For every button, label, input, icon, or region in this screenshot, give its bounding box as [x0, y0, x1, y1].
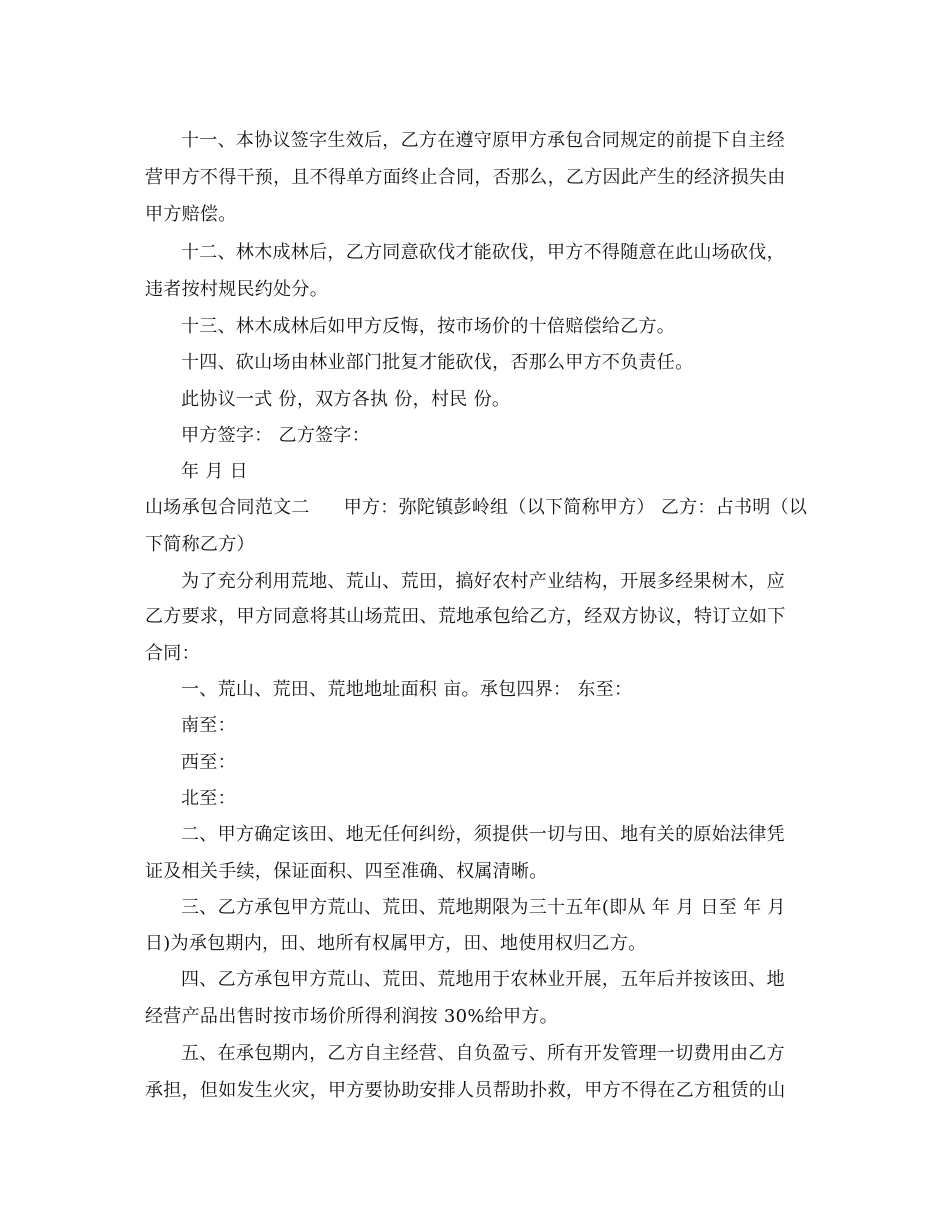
paragraph-line: 为了充分利用荒地、荒山、荒田，搞好农村产业结构，开展多经果树木，应 — [181, 571, 785, 592]
paragraph-line: 一、荒山、荒田、荒地地址面积 亩。承包四界： 东至： — [181, 679, 633, 700]
paragraph-line: 此协议一式 份，双方各执 份，村民 份。 — [181, 389, 511, 410]
paragraph-line: 合同： — [145, 643, 200, 664]
paragraph-line: 营甲方不得干预，且不得单方面终止合同，否那么，乙方因此产生的经济损失由 — [145, 167, 786, 188]
paragraph-line: 十三、林木成林后如甲方反悔，按市场价的十倍赔偿给乙方。 — [181, 316, 676, 337]
contract-parties: 甲方：弥陀镇彭岭组（以下简称甲方） 乙方：占书明（以 — [343, 497, 808, 518]
paragraph-line: 证及相关手续，保证面积、四至准确、权属清晰。 — [145, 861, 548, 882]
contract-heading-line — [145, 495, 807, 521]
boundary-west: 西至： — [181, 752, 236, 773]
boundary-south: 南至： — [181, 715, 236, 736]
signature-line: 甲方签字： 乙方签字： — [181, 425, 371, 446]
paragraph-line: 违者按村规民约处分。 — [145, 279, 328, 300]
paragraph-line: 下简称乙方） — [145, 534, 255, 555]
contract-title: 山场承包合同范文二 — [145, 497, 310, 518]
paragraph-line: 四、乙方承包甲方荒山、荒田、荒地用于农林业开展，五年后并按该田、地 — [181, 969, 785, 990]
paragraph-line: 五、在承包期内，乙方自主经营、自负盈亏、所有开发管理一切费用由乙方 — [181, 1043, 785, 1064]
paragraph-line: 十二、林木成林后，乙方同意砍伐才能砍伐，甲方不得随意在此山场砍伐， — [181, 242, 785, 263]
paragraph-line: 三、乙方承包甲方荒山、荒田、荒地期限为三十五年(即从 年 月 日至 年 月 — [181, 897, 786, 918]
paragraph-line: 十一、本协议签字生效后，乙方在遵守原甲方承包合同规定的前提下自主经 — [181, 130, 785, 151]
boundary-north: 北至： — [181, 788, 236, 809]
paragraph-line: 十四、砍山场由林业部门批复才能砍伐，否那么甲方不负责任。 — [181, 352, 694, 373]
date-line: 年 月 日 — [181, 461, 248, 482]
paragraph-line: 二、甲方确定该田、地无任何纠纷，须提供一切与田、地有关的原始法律凭 — [181, 824, 785, 845]
paragraph-line: 甲方赔偿。 — [145, 204, 237, 225]
paragraph-line: 经营产品出售时按市场价所得利润按 30%给甲方。 — [145, 1006, 558, 1027]
paragraph-line: 日)为承包期内，田、地所有权属甲方，田、地使用权归乙方。 — [145, 933, 647, 954]
paragraph-line: 乙方要求，甲方同意将其山场荒田、荒地承包给乙方，经双方协议，特订立如下 — [145, 606, 786, 627]
paragraph-line: 承担，但如发生火灾，甲方要协助安排人员帮助扑救，甲方不得在乙方租赁的山 — [145, 1080, 786, 1101]
